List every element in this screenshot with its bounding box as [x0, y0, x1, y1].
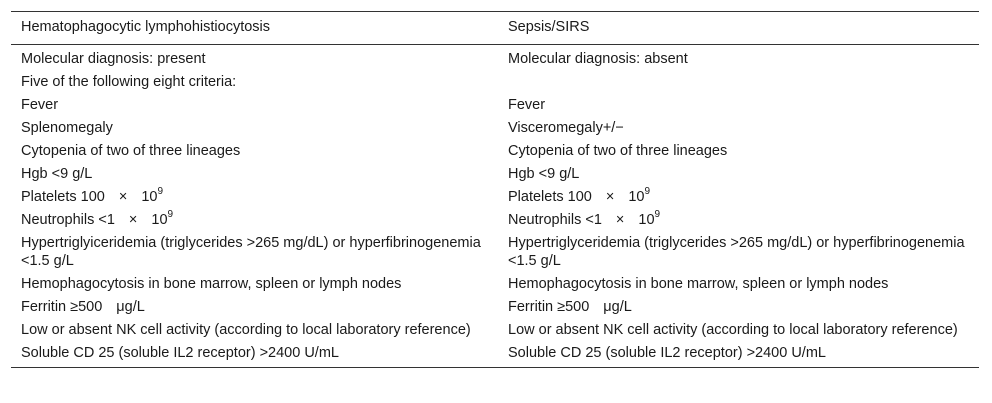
table-row: [11, 94, 979, 117]
table-row: [11, 319, 979, 342]
power-base: 10: [638, 212, 655, 228]
cell-text: Neutrophils <1: [508, 212, 602, 228]
power-base: 10: [151, 212, 168, 228]
cell-right: Fever: [508, 97, 546, 113]
cell-left: [11, 186, 498, 209]
power-exponent: 9: [157, 186, 164, 198]
power-base: 10: [141, 189, 158, 205]
cell-right: Hemophagocytosis in bone marrow, spleen or lymph nodes: [508, 276, 889, 292]
times-symbol: ×: [118, 189, 128, 205]
cell-right: Hypertriglyceridemia (triglycerides >265 mg/dL) or hyperfibrinogenemia <1.5 g/L: [508, 235, 965, 269]
cell-right: Molecular diagnosis: absent: [508, 51, 688, 67]
power-base: 10: [628, 189, 645, 205]
cell-right: [498, 186, 979, 209]
cell-left: [11, 296, 498, 319]
header-hlh: Hematophagocytic lymphohistiocytosis: [21, 19, 271, 35]
cell-left: Soluble CD 25 (soluble IL2 receptor) >2400 U/mL: [21, 345, 339, 361]
cell-right: [498, 71, 979, 94]
table-header-row: [11, 12, 979, 45]
cell-left: Five of the following eight criteria:: [21, 74, 237, 90]
cell-right: Low or absent NK cell activity (according to local laboratory reference): [508, 322, 958, 338]
cell-right: [498, 209, 979, 232]
table-row: [11, 232, 979, 273]
table-row: [11, 45, 979, 72]
cell-right: Hgb <9 g/L: [508, 166, 580, 182]
cell-left: Hypertriglyiceridemia (triglycerides >265 mg/dL) or hyperfibrinogenemia <1.5 g/L: [21, 235, 481, 269]
cell-left: Hgb <9 g/L: [21, 166, 93, 182]
table-row: [11, 186, 979, 209]
times-symbol: ×: [615, 212, 625, 228]
unit-text: μg/L: [116, 299, 145, 315]
unit-text: μg/L: [603, 299, 632, 315]
cell-text: Platelets 100: [21, 189, 105, 205]
table-row: [11, 117, 979, 140]
cell-left: Splenomegaly: [21, 120, 113, 136]
power-exponent: 9: [654, 209, 661, 221]
cell-right: Cytopenia of two of three lineages: [508, 143, 728, 159]
table-row: [11, 140, 979, 163]
cell-left: Cytopenia of two of three lineages: [21, 143, 241, 159]
cell-left: Low or absent NK cell activity (according to local laboratory reference): [21, 322, 471, 338]
table-row: [11, 296, 979, 319]
cell-text: Ferritin ≥500: [21, 299, 103, 315]
table-row: [11, 163, 979, 186]
cell-right: [498, 296, 979, 319]
comparison-table-container: [11, 11, 979, 368]
times-symbol: ×: [605, 189, 615, 205]
table-row: [11, 209, 979, 232]
cell-left: Fever: [21, 97, 59, 113]
times-symbol: ×: [128, 212, 138, 228]
cell-left: Hemophagocytosis in bone marrow, spleen or lymph nodes: [21, 276, 402, 292]
cell-text: Ferritin ≥500: [508, 299, 590, 315]
cell-left: Molecular diagnosis: present: [21, 51, 206, 67]
cell-text: Neutrophils <1: [21, 212, 115, 228]
cell-text: Platelets 100: [508, 189, 592, 205]
power-exponent: 9: [167, 209, 174, 221]
cell-right: Soluble CD 25 (soluble IL2 receptor) >2400 U/mL: [508, 345, 826, 361]
table-row: [11, 342, 979, 368]
table-row: [11, 71, 979, 94]
power-exponent: 9: [644, 186, 651, 198]
header-sepsis: Sepsis/SIRS: [508, 19, 590, 35]
comparison-table: [11, 11, 979, 368]
cell-right: Visceromegaly+/−: [508, 120, 624, 136]
table-row: [11, 273, 979, 296]
cell-left: [11, 209, 498, 232]
